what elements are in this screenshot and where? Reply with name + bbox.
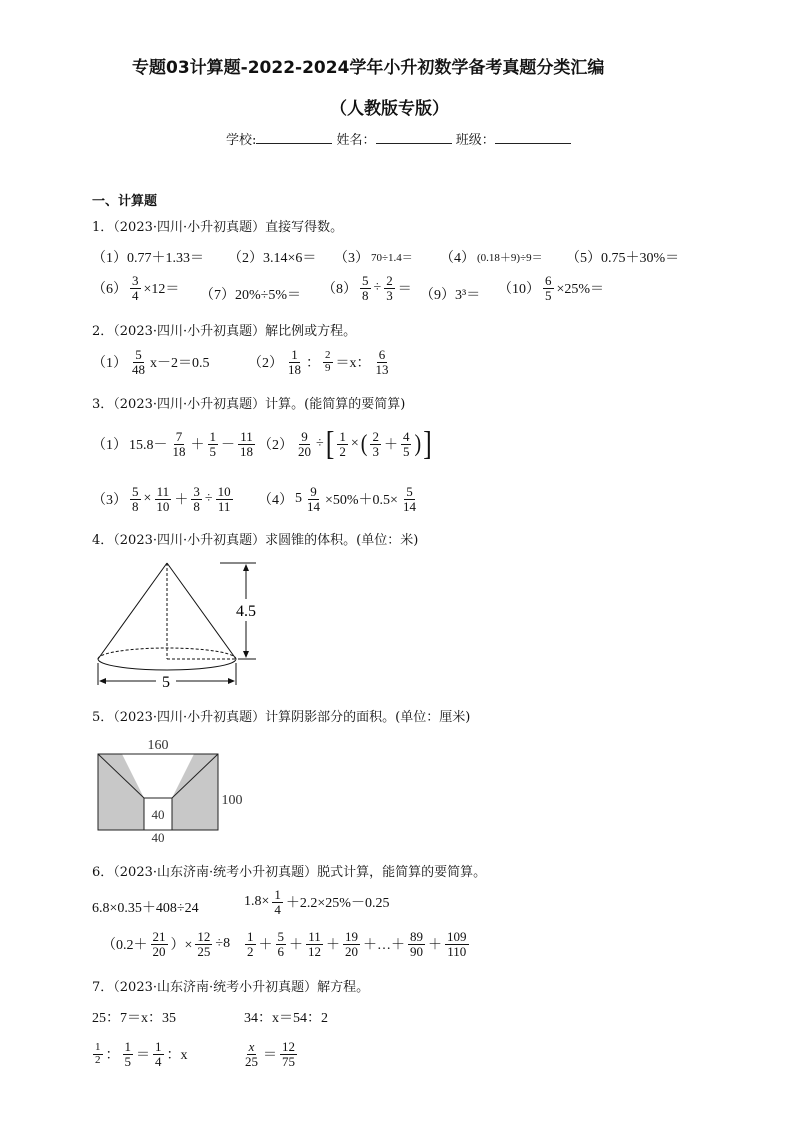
denominator: 14: [307, 498, 320, 514]
q6-expression-4: [244, 930, 470, 958]
q1-item-6-tail: ×12＝: [143, 282, 180, 298]
numerator: 12: [197, 929, 211, 944]
q1-item-7: （7）20%÷5%＝: [200, 288, 302, 303]
denominator: 18: [240, 443, 253, 459]
numerator: 12: [282, 1039, 295, 1054]
q1-stem: 1．（2023·四川·小升初真题）直接写得数。: [92, 220, 344, 235]
fraction: [272, 888, 283, 916]
ratio-sign: ：: [306, 356, 320, 372]
numerator: 5: [135, 347, 142, 362]
fraction: [323, 350, 333, 374]
numerator: 5: [277, 929, 284, 944]
q1-item-8: [322, 274, 412, 302]
fraction: [195, 930, 212, 958]
fraction: [130, 485, 141, 513]
denominator: 8: [193, 498, 200, 514]
fraction: [370, 430, 381, 458]
denominator: 8: [132, 498, 139, 514]
numerator: 1: [124, 1039, 131, 1054]
denominator: 5: [545, 287, 552, 303]
numerator: 9: [310, 484, 317, 499]
section-title: 一、计算题: [92, 194, 158, 209]
q4-stem: 4．（2023·四川·小升初真题）求圆锥的体积。(单位：米): [92, 533, 419, 548]
numerator: 1: [339, 429, 346, 444]
denominator: 10: [156, 498, 170, 514]
fraction: [245, 930, 256, 958]
term: ＋2.2×25%－0.25: [285, 896, 390, 912]
student-info-line: [226, 129, 571, 148]
page-subtitle: （人教版专版）: [330, 99, 449, 119]
denominator: 14: [402, 498, 416, 514]
denominator: 48: [132, 361, 145, 377]
q6-expression-2: [244, 888, 389, 916]
q3-expression-2: [258, 424, 432, 463]
numerator: 6: [378, 347, 386, 362]
q3-expression-4: [258, 485, 419, 513]
whole-part: 5: [295, 491, 302, 507]
denominator: 11: [217, 498, 231, 514]
left-bracket: [: [325, 424, 335, 463]
denominator: 5: [402, 443, 410, 459]
numerator: 2: [325, 349, 331, 362]
denominator: 4: [274, 901, 281, 917]
fraction: [384, 274, 395, 302]
numerator: 10: [217, 484, 231, 499]
fraction: [543, 274, 554, 302]
q3-item-2-num: （2）: [258, 438, 293, 454]
q1-item-3-num: （3）: [334, 251, 369, 266]
fraction: [296, 430, 313, 458]
top-length-label: 160: [147, 738, 169, 753]
term: ×50%＋0.5×: [325, 493, 398, 509]
fraction: [151, 930, 168, 958]
denominator: 2: [339, 443, 346, 459]
fraction: [305, 485, 322, 513]
q1-item-6-num: （6）: [92, 282, 127, 298]
q2-stem: 2．（2023·四川·小升初真题）解比例或方程。: [92, 324, 357, 339]
numerator: x: [248, 1039, 255, 1054]
numerator: 11: [308, 929, 321, 944]
right-bracket: ]: [423, 424, 432, 463]
name-label: 姓名：: [336, 133, 376, 148]
denominator: 2: [95, 1053, 101, 1066]
q1-item-4: [440, 247, 543, 267]
arrow-left-icon: [99, 678, 106, 684]
q7-equation-2: 34：x＝54：2: [244, 1011, 328, 1026]
side-length-label: 100: [221, 793, 243, 808]
q3-stem: 3．（2023·四川·小升初真题）计算。(能简算的要简算): [92, 397, 406, 412]
denominator: 90: [410, 943, 423, 959]
q1-item-2: （2）3.14×6＝: [228, 251, 317, 266]
q1-item-10-tail: ×25%＝: [556, 282, 605, 298]
denominator: 8: [362, 287, 369, 303]
equals-sign: ＝: [136, 1048, 150, 1064]
fraction: [401, 485, 418, 513]
denominator: 20: [298, 443, 311, 459]
fraction: [401, 430, 412, 458]
denominator: 9: [325, 361, 331, 374]
q1-item-3-expr: 70÷1.4＝: [371, 252, 413, 264]
q2-eq1-tail: x－2＝0.5: [150, 356, 210, 372]
divide-sign: ÷: [373, 280, 382, 296]
fraction: [208, 430, 219, 458]
q6-expression-1: 6.8×0.35＋408÷24: [92, 901, 199, 916]
class-blank[interactable]: [495, 131, 571, 144]
denominator: 2: [247, 943, 254, 959]
right-paren: ): [414, 430, 422, 457]
q1-item-8-num: （8）: [322, 282, 357, 298]
q2-eq2-mid: ＝x：: [335, 356, 371, 372]
operator: ＋: [289, 938, 303, 954]
q2-equation-1: [92, 348, 210, 376]
denominator: 4: [132, 287, 139, 303]
cone-right-edge: [167, 563, 236, 659]
numerator: 1: [291, 347, 298, 362]
equals-sign: ＝: [263, 1048, 277, 1064]
numerator: 1: [247, 929, 254, 944]
page-title: 专题03计算题-2022-2024学年小升初数学备考真题分类汇编: [132, 58, 605, 78]
numerator: 3: [132, 273, 139, 288]
arrow-right-icon: [228, 678, 235, 684]
cone-diameter-label: 5: [162, 674, 170, 690]
q1-item-3: [334, 247, 413, 267]
denominator: 18: [172, 443, 186, 459]
q1-item-10-num: （10）: [498, 282, 540, 298]
inner-square-label: 40: [151, 807, 165, 822]
denominator: 18: [288, 361, 301, 377]
fraction: [130, 274, 141, 302]
fraction: [306, 930, 323, 958]
denominator: 75: [282, 1053, 295, 1069]
q7-equation-1: 25：7＝x：35: [92, 1011, 176, 1026]
numerator: 11: [156, 484, 170, 499]
denominator: 13: [375, 361, 389, 377]
numerator: 89: [410, 929, 423, 944]
arrow-up-icon: [243, 564, 249, 571]
operator: ＋: [190, 438, 205, 454]
q1-item-4-expr: (0.18＋9)÷9＝: [477, 252, 543, 264]
q3-item-4-num: （4）: [258, 493, 293, 509]
numerator: 2: [386, 273, 393, 288]
denominator: 20: [345, 943, 358, 959]
cone-left-edge: [98, 563, 167, 659]
q1-item-10: [498, 274, 604, 302]
cone-base-front: [98, 659, 236, 670]
numerator: 9: [301, 429, 308, 444]
numerator: 21: [152, 929, 166, 944]
operator: －: [221, 438, 235, 454]
fraction: [408, 930, 425, 958]
left-paren: (: [360, 430, 368, 457]
school-label: 学校:: [226, 133, 257, 148]
shaded-area-figure: [92, 734, 252, 846]
numerator: 19: [345, 929, 358, 944]
numerator: 11: [240, 429, 253, 444]
term: （0.2＋: [102, 938, 148, 954]
fraction: [171, 430, 188, 458]
numerator: 5: [406, 484, 413, 499]
class-label: 班级：: [455, 133, 495, 148]
q3-expression-1: [92, 430, 256, 458]
denominator: 6: [277, 943, 284, 959]
operator: ÷: [204, 491, 213, 507]
fraction: [343, 930, 360, 958]
operator: ×: [350, 436, 359, 452]
numerator: 1: [209, 429, 216, 444]
denominator: 3: [372, 443, 379, 459]
numerator: 1: [274, 887, 281, 902]
numerator: 109: [447, 929, 467, 944]
denominator: 25: [245, 1053, 258, 1069]
numerator: 1: [155, 1039, 162, 1054]
numerator: 3: [193, 484, 200, 499]
operator: ＋: [174, 493, 189, 509]
fraction: [93, 1042, 103, 1066]
numerator: 4: [402, 429, 410, 444]
q7-equation-3: [92, 1040, 188, 1068]
q1-item-5: （5）0.75＋30%＝: [566, 251, 680, 266]
fraction: [216, 485, 233, 513]
operator: ÷: [316, 436, 324, 452]
operator: ×: [143, 491, 152, 507]
operator: ＋: [326, 938, 340, 954]
term: ：x: [166, 1048, 188, 1064]
fraction: [360, 274, 371, 302]
q1-item-6: [92, 274, 179, 302]
fraction: [374, 348, 391, 376]
name-blank[interactable]: [376, 131, 452, 144]
fraction: [276, 930, 287, 958]
q2-eq1-num: （1）: [92, 356, 127, 372]
numerator: 2: [372, 429, 379, 444]
fraction: [191, 485, 202, 513]
cone-figure: [92, 555, 262, 690]
numerator: 7: [175, 429, 183, 444]
term: ）×: [170, 938, 193, 954]
bottom-length-label: 40: [151, 830, 165, 845]
denominator: 5: [209, 443, 216, 459]
q6-stem: 6．（2023·山东济南·统考小升初真题）脱式计算，能简算的要简算。: [92, 865, 487, 880]
fraction: [286, 348, 303, 376]
numerator: 5: [362, 273, 369, 288]
q2-eq2-num: （2）: [248, 356, 283, 372]
q1-item-1: （1）0.77＋1.33＝: [92, 251, 204, 266]
numerator: 6: [545, 273, 552, 288]
q3-item-1-num: （1）: [92, 438, 127, 454]
term: ÷8: [215, 936, 231, 952]
fraction: [445, 930, 469, 958]
q5-stem: 5．（2023·四川·小升初真题）计算阴影部分的面积。(单位：厘米): [92, 710, 471, 725]
fraction: [238, 430, 255, 458]
denominator: 20: [152, 943, 166, 959]
q6-expression-3: [102, 930, 230, 958]
term: 15.8－: [129, 438, 168, 454]
operator: ＋…＋: [363, 938, 405, 954]
cone-height-label: 4.5: [236, 603, 256, 620]
q3-item-3-num: （3）: [92, 493, 127, 509]
operator: ＋: [383, 438, 398, 454]
school-blank[interactable]: [256, 131, 332, 144]
fraction: [123, 1040, 134, 1068]
equals-sign: ＝: [397, 282, 412, 298]
denominator: 3: [386, 287, 393, 303]
numerator: 1: [95, 1041, 101, 1054]
fraction: [243, 1040, 260, 1068]
denominator: 25: [197, 943, 211, 959]
fraction: [153, 1040, 164, 1068]
q7-stem: 7．（2023·山东济南·统考小升初真题）解方程。: [92, 980, 370, 995]
fraction: [337, 430, 348, 458]
operator: ＋: [258, 938, 273, 954]
fraction: [280, 1040, 297, 1068]
q1-item-9: （9）3³＝: [420, 288, 481, 303]
ratio-sign: ：: [105, 1048, 120, 1064]
operator: ＋: [428, 938, 442, 954]
q1-item-4-num: （4）: [440, 251, 475, 266]
q3-expression-3: [92, 485, 234, 513]
denominator: 12: [308, 943, 321, 959]
denominator: 4: [155, 1053, 162, 1069]
arrow-down-icon: [243, 651, 249, 658]
denominator: 110: [447, 943, 467, 959]
fraction: [130, 348, 147, 376]
q2-equation-2: [248, 348, 392, 376]
fraction: [154, 485, 171, 513]
q7-equation-4: [242, 1040, 298, 1068]
numerator: 5: [132, 484, 139, 499]
denominator: 5: [124, 1053, 131, 1069]
term: 1.8×: [244, 894, 270, 910]
